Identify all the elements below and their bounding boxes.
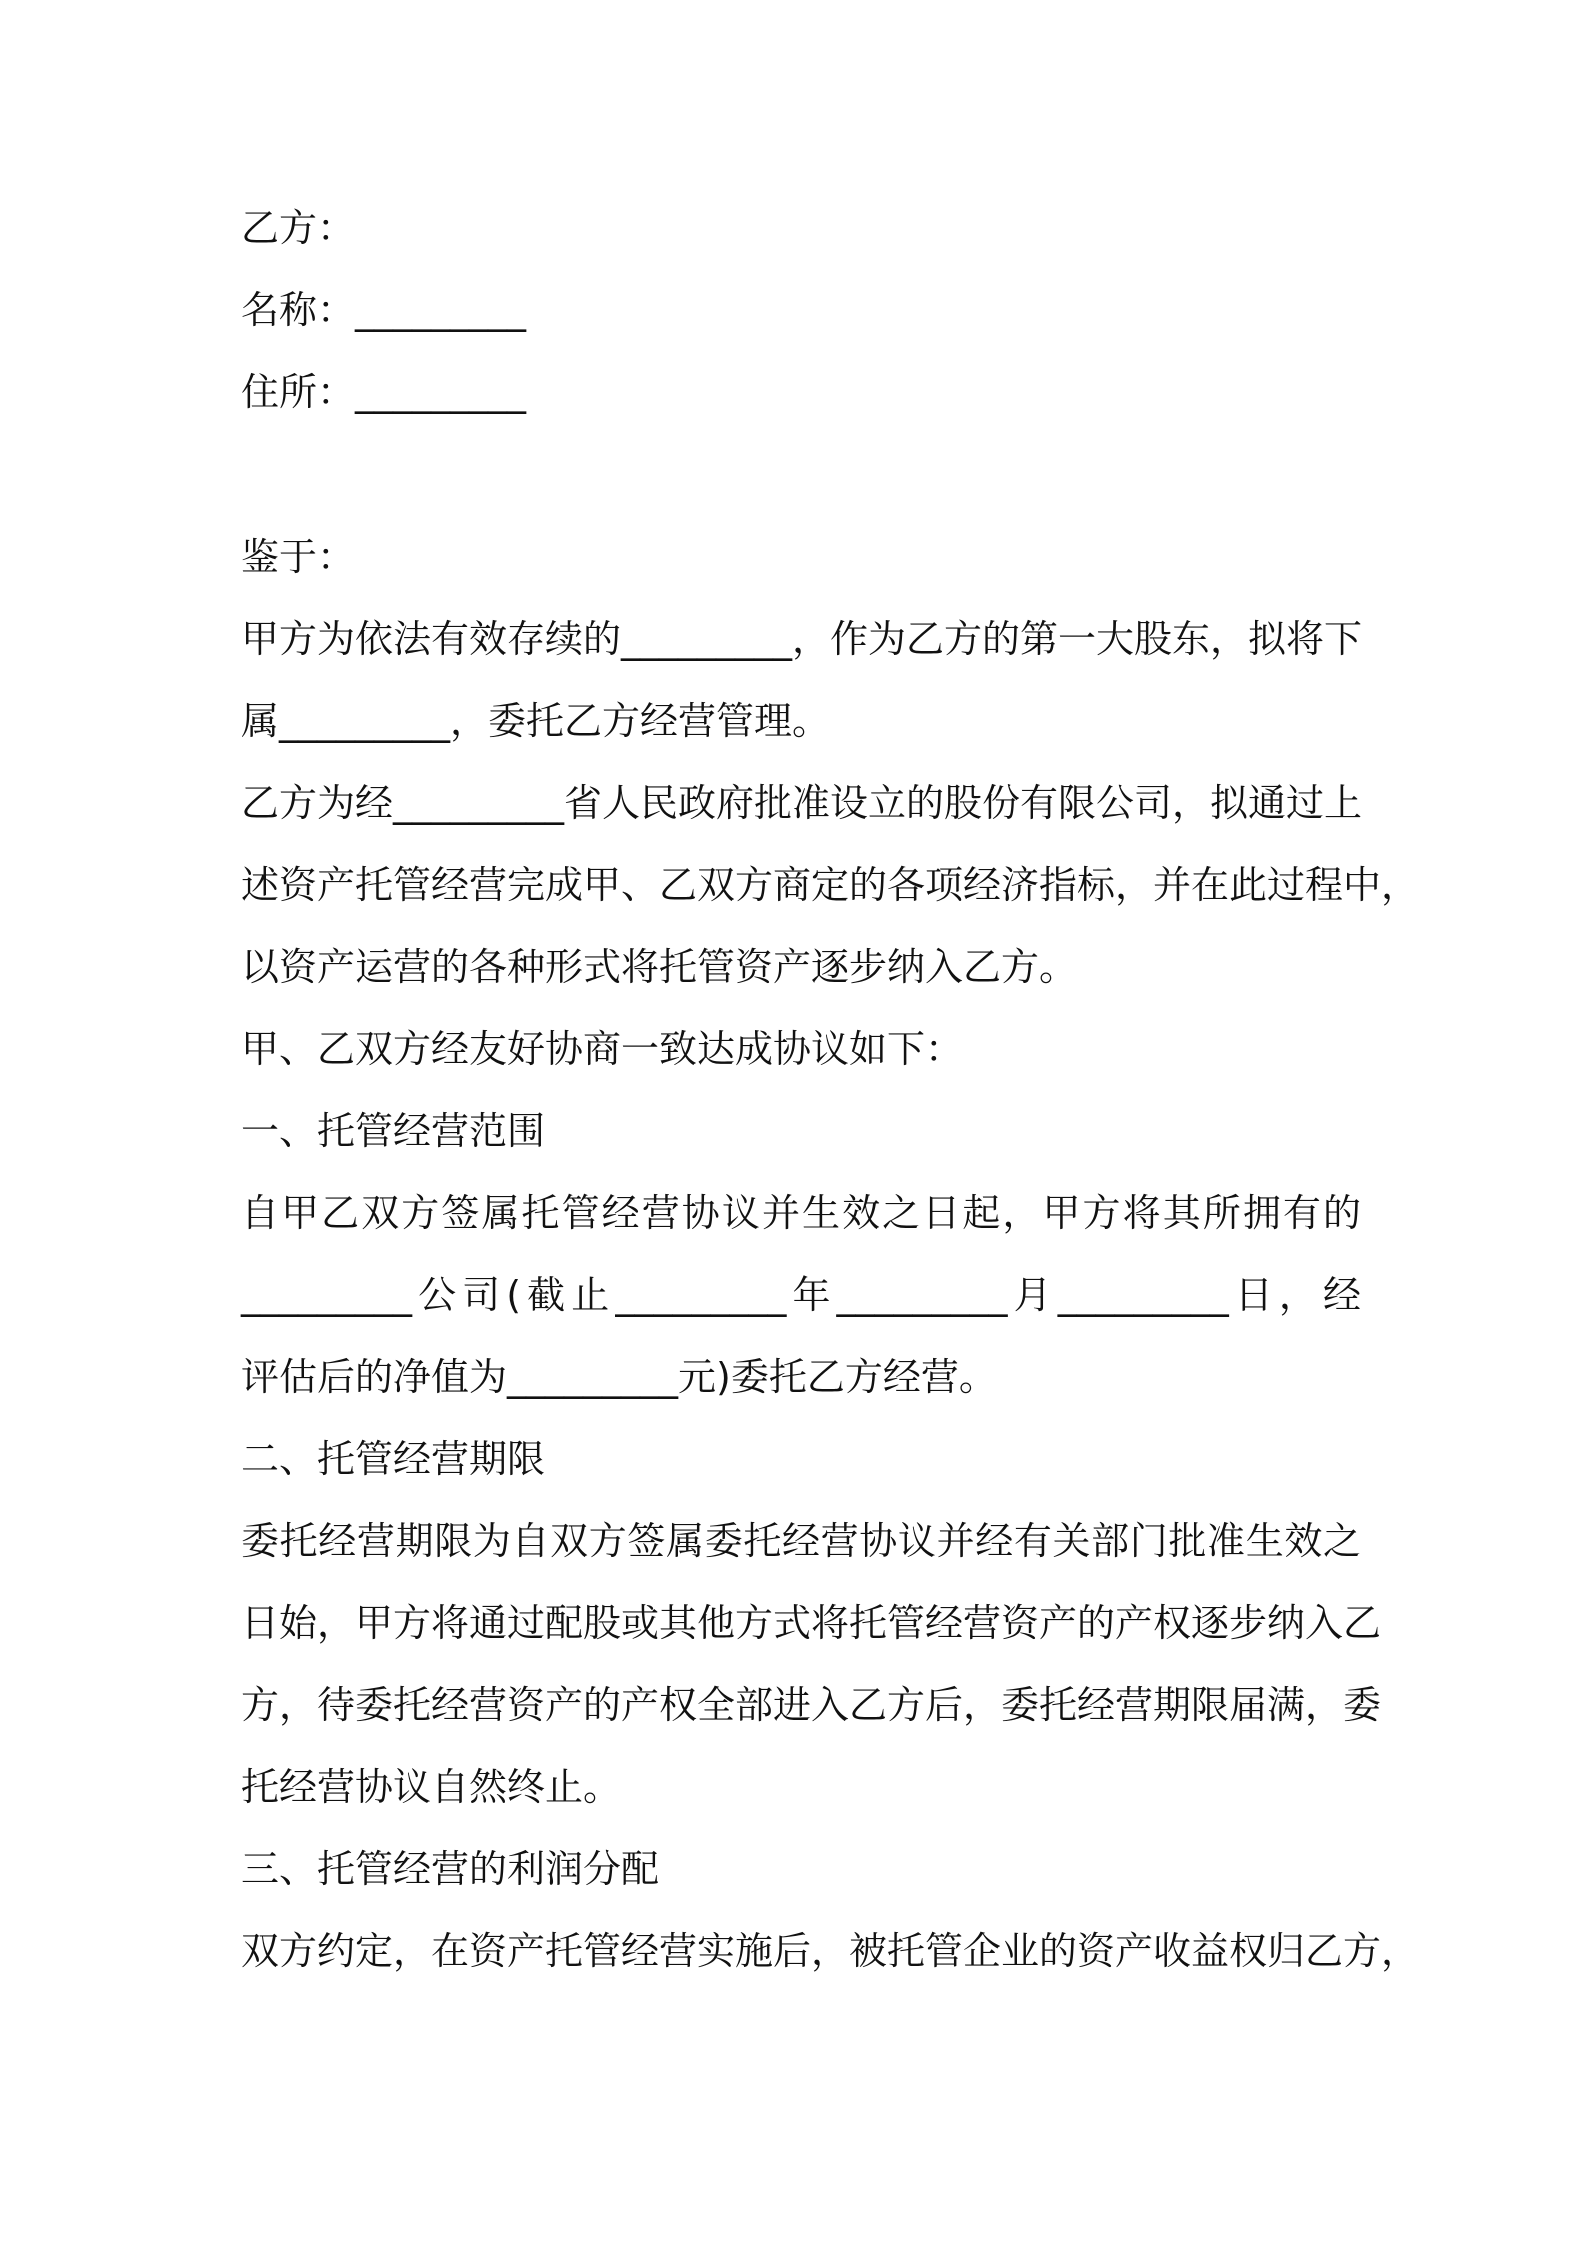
- section1-line1: 自甲乙双方签属托管经营协议并生效之日起，甲方将其所拥有的: [241, 1191, 1361, 1235]
- whereas-heading: 鉴于：: [241, 535, 356, 579]
- whereas-para1-line2: 属_________，委托乙方经营管理。: [241, 699, 831, 743]
- section2-line1: 委托经营期限为自双方签属委托经营协议并经有关部门批准生效之: [241, 1519, 1361, 1563]
- section2-line2: 日始，甲方将通过配股或其他方式将托管经营资产的产权逐步纳入乙: [241, 1601, 1382, 1645]
- section3-heading: 三、托管经营的利润分配: [241, 1847, 660, 1891]
- section2-heading: 二、托管经营期限: [241, 1437, 546, 1481]
- whereas-para2-line2: 述资产托管经营完成甲、乙双方商定的各项经济指标，并在此过程中，: [241, 863, 1420, 907]
- whereas-para2-line1: 乙方为经_________省人民政府批准设立的股份有限公司，拟通过上: [241, 781, 1363, 825]
- whereas-para1-line1: 甲方为依法有效存续的_________，作为乙方的第一大股东，拟将下: [241, 617, 1363, 661]
- whereas-para2-line3: 以资产运营的各种形式将托管资产逐步纳入乙方。: [241, 945, 1078, 989]
- agreement-intro: 甲、乙双方经友好协商一致达成协议如下：: [241, 1027, 964, 1071]
- section1-line3: 评估后的净值为_________元)委托乙方经营。: [241, 1355, 997, 1399]
- party-b-label: 乙方：: [241, 206, 356, 250]
- section2-line4: 托经营协议自然终止。: [241, 1765, 622, 1809]
- section1-heading: 一、托管经营范围: [241, 1109, 546, 1153]
- party-b-name-line: 名称：_________: [241, 288, 527, 332]
- party-b-address-line: 住所：_________: [241, 370, 527, 414]
- section1-line2: _________公司(截止_________年_________月_________日，经: [241, 1273, 1361, 1317]
- section3-line1: 双方约定，在资产托管经营实施后，被托管企业的资产收益权归乙方，: [241, 1929, 1420, 1973]
- section2-line3: 方，待委托经营资产的产权全部进入乙方后，委托经营期限届满，委: [241, 1683, 1382, 1727]
